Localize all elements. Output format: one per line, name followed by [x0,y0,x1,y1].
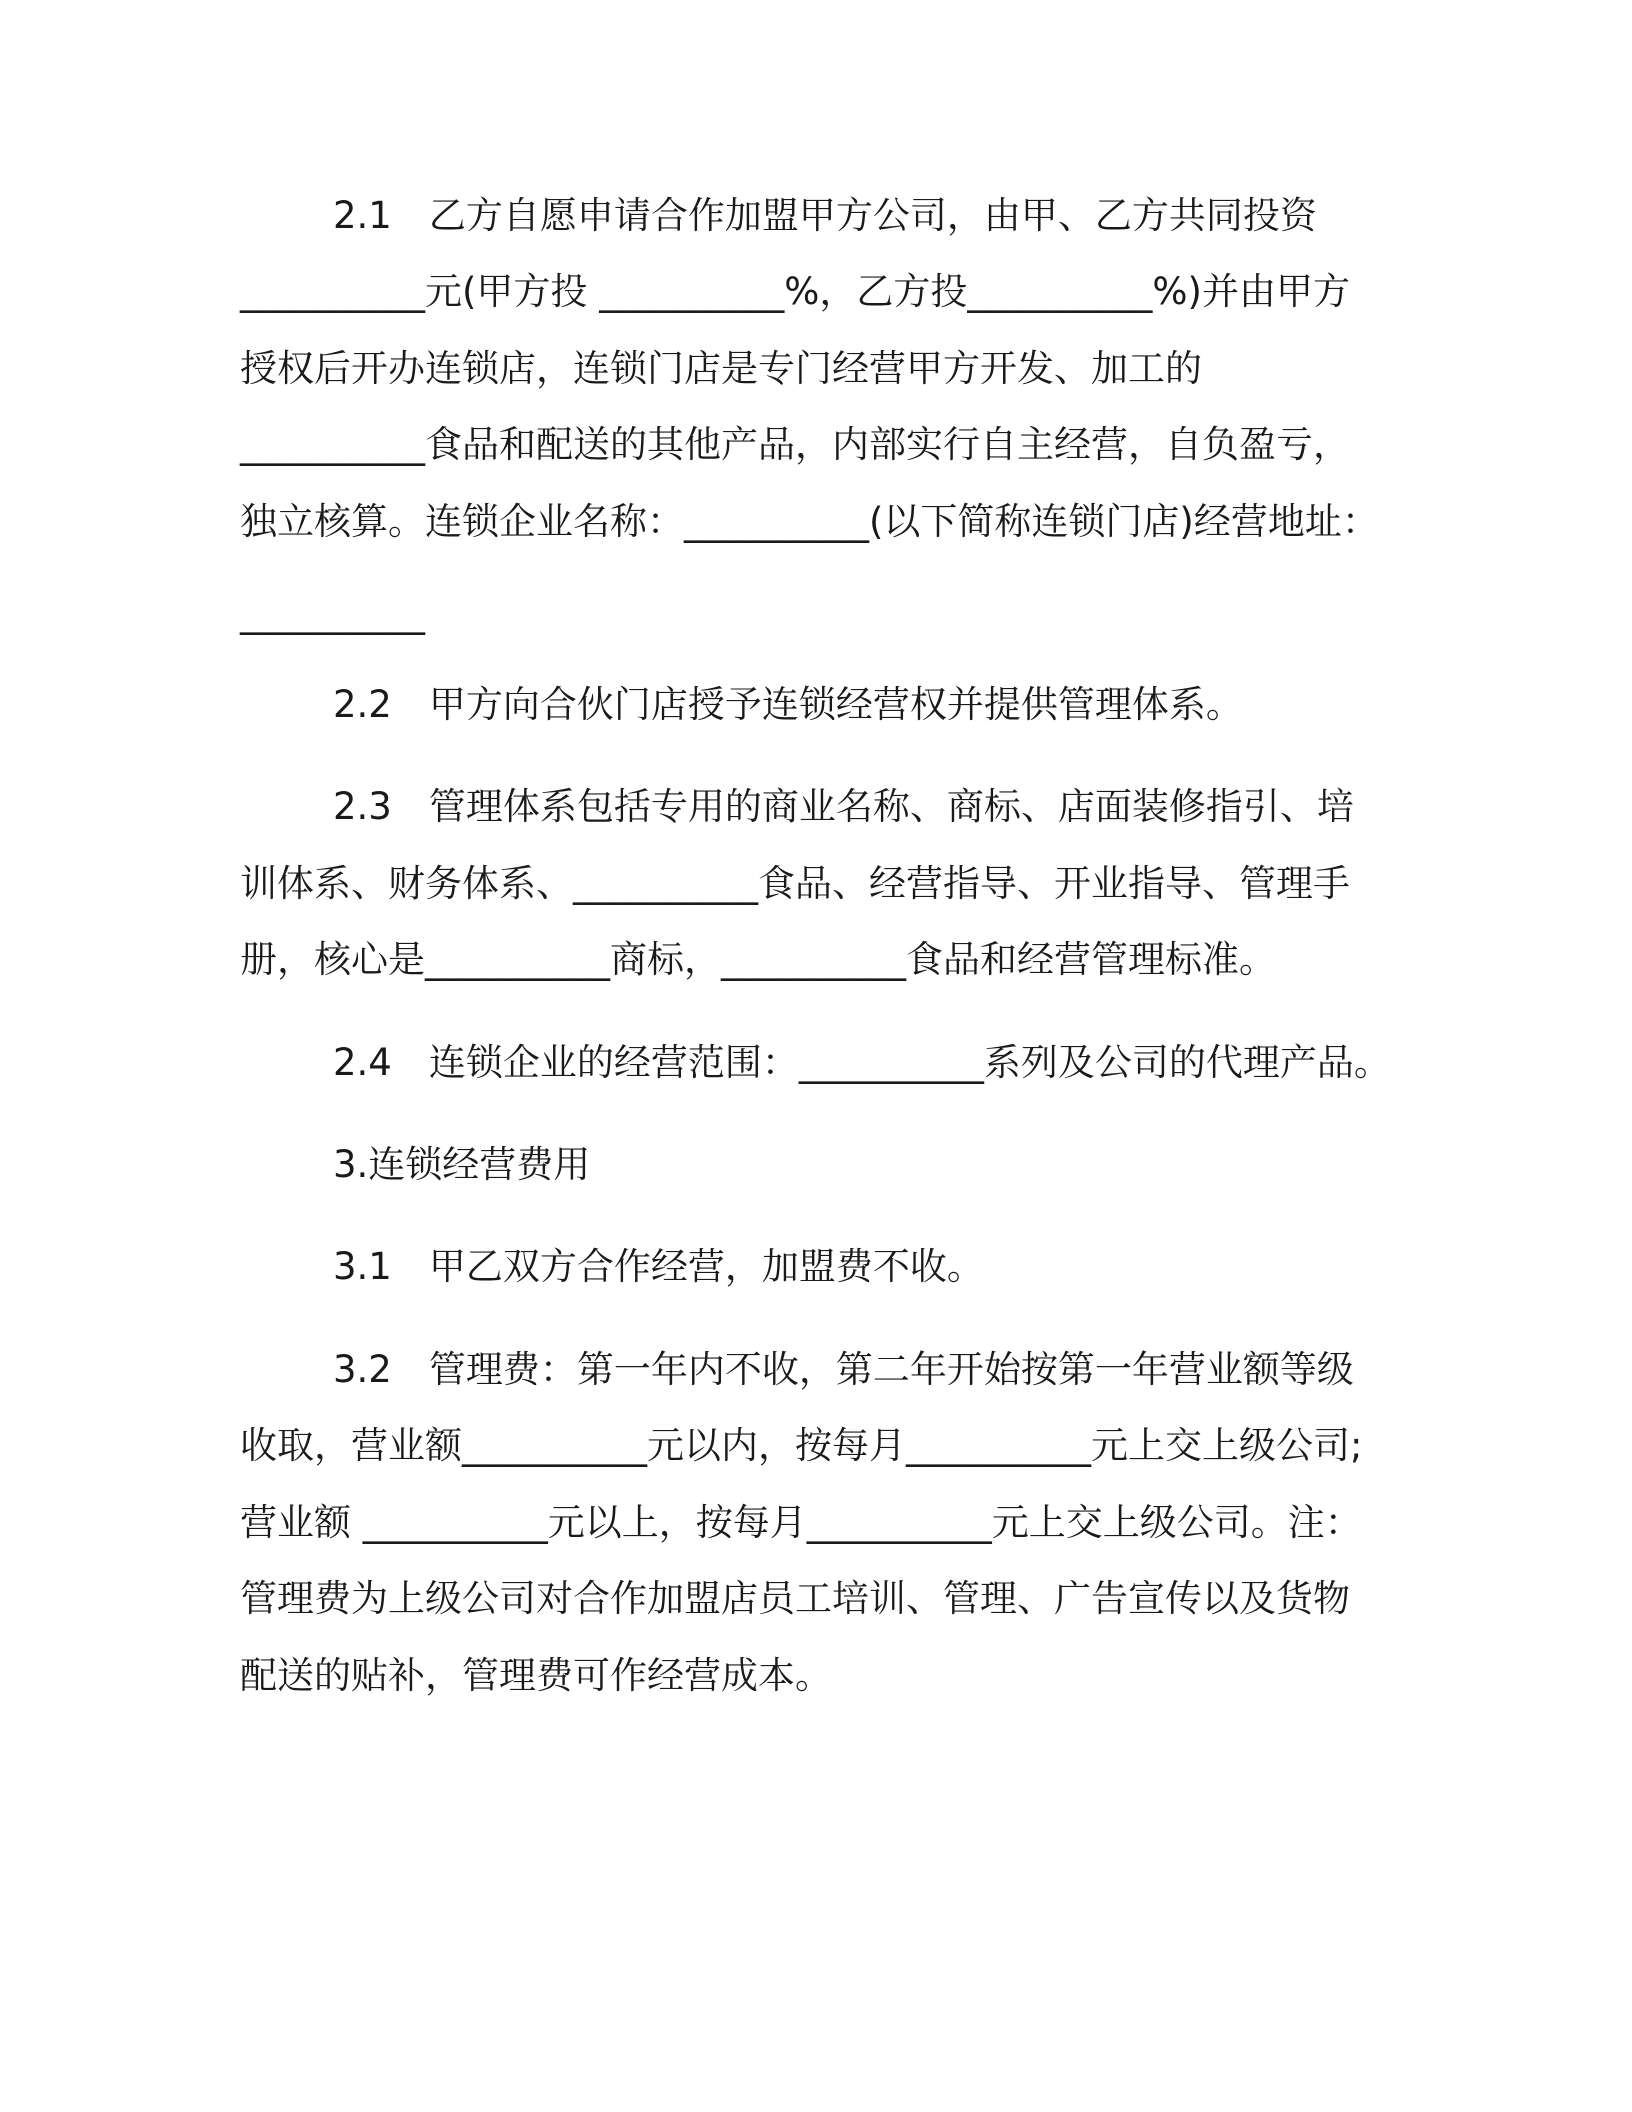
clause-2-1-line-4: __________食品和配送的其他产品，内部实行自主经营，自负盈亏， [240,423,1350,466]
clause-2-1-line-6: __________ [240,592,425,635]
clause-2-1-line-5: 独立核算。连锁企业名称：__________(以下简称连锁门店)经营地址： [240,500,1379,543]
clause-2-4: 2.4 连锁企业的经营范围：__________系列及公司的代理产品。 [333,1041,1391,1084]
clause-2-3-line-1: 2.3 管理体系包括专用的商业名称、商标、店面装修指引、培 [333,785,1354,828]
clause-3-2-line-2: 收取，营业额__________元以内，按每月__________元上交上级公司; [240,1424,1363,1467]
clause-3-2-line-1: 3.2 管理费：第一年内不收，第二年开始按第一年营业额等级 [333,1348,1354,1391]
clause-3-2-line-5: 配送的贴补，管理费可作经营成本。 [240,1654,832,1697]
section-3-heading: 3.连锁经营费用 [333,1143,591,1186]
clause-3-2-line-4: 管理费为上级公司对合作加盟店员工培训、管理、广告宣传以及货物 [240,1577,1350,1620]
clause-2-2: 2.2 甲方向合伙门店授予连锁经营权并提供管理体系。 [333,683,1243,726]
clause-3-2-line-3: 营业额 __________元以上，按每月__________元上交上级公司。注： [240,1501,1362,1544]
clause-2-1-line-1: 2.1 乙方自愿申请合作加盟甲方公司，由甲、乙方共同投资 [333,194,1317,237]
clause-2-1-line-2: __________元(甲方投 __________%，乙方投__________%)并由甲方 [240,270,1350,313]
clause-2-3-line-3: 册，核心是__________商标，__________食品和经营管理标准。 [240,938,1276,981]
clause-2-3-line-2: 训体系、财务体系、__________食品、经营指导、开业指导、管理手 [240,862,1350,905]
clause-3-1: 3.1 甲乙双方合作经营，加盟费不收。 [333,1245,984,1288]
clause-2-1-line-3: 授权后开办连锁店，连锁门店是专门经营甲方开发、加工的 [240,347,1202,390]
